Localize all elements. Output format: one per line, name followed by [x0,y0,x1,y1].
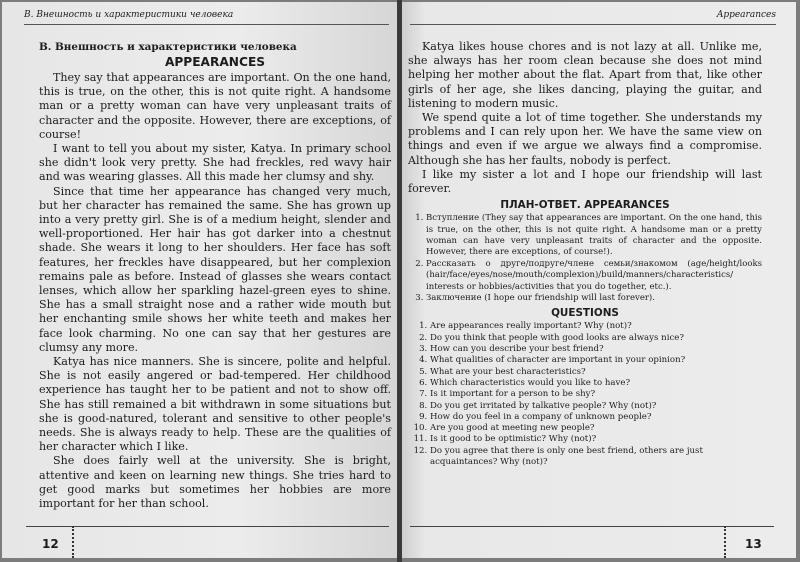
list-item: 6. Which characteristics would you like to have? [430,378,762,389]
list-item: 8. Do you get irritated by talkative people? Why (not)? [430,401,762,412]
paragraph: She does fairly well at the university. She is bright, attentive and keen on learning new things. She tries hard to get good marks but sometimes her hobbies are more important for her than school. [39,454,391,511]
page-number-right: 13 [745,537,762,551]
list-item: 2. Do you think that people with good looks are always nice? [430,333,762,344]
list-item: 1. Are appearances really important? Why (not)? [430,321,762,332]
page-edge-marker-left [72,526,74,558]
list-item: 4. What qualities of character are important in your opinion? [430,355,762,366]
footer-rule-right [410,526,774,527]
list-item: 3. Заключение (I hope our friendship will last forever). [426,293,762,304]
running-head-right: Appearances [410,10,776,25]
left-text-column [39,40,391,511]
text-title: APPEARANCES [164,55,266,69]
list-item: 2. Рассказать о друге/подруге/члене семьи/знакомом (age/height/looks (hair/face/eyes/nose/mouth/complexion)/build/manners/characteristics/ interests or hobbies/activities that you do together, etc.). [426,259,762,293]
paragraph: Katya likes house chores and is not lazy at all. Unlike me, she always has her room clean because she does not mind helping her mother about the flat. Apart from that, like other girls of her age, she likes dancing, playing the guitar, and listening to modern music. [408,40,762,110]
paragraph: We spend quite a lot of time together. She understands my problems and I can rely upon her. We have the same view on things and even if we argue we always find a compromise. Although she has her faults, nobody is perfect. [408,111,762,167]
footer-rule-left [26,526,389,527]
plan-list [408,213,762,304]
list-item: 1. Вступление (They say that appearances are important. On the one hand, this is true, on the other, this is not quite right. A handsome man or a pretty woman can have very unpleasant traits of character and the opposite. However, there are exceptions, of course!). [426,213,762,259]
list-item: 3. How can you describe your best friend? [430,344,762,355]
left-page [2,2,397,558]
list-item: 11. Is it good to be optimistic? Why (not)? [430,434,762,445]
page-edge-marker-right [724,526,726,558]
list-item: 9. How do you feel in a company of unknown people? [430,412,762,423]
questions-list [408,321,762,468]
paragraph: They say that appearances are important. On the one hand, this is true, on the other, this is not quite right. A handsome man or a pretty woman can have very unpleasant traits of character and the opposite. However, there are exceptions, of course! [39,71,391,141]
list-item: 12. Do you agree that there is only one best friend, others are just acquaintances? Why (not)? [430,446,762,469]
list-item: 7. Is it important for a person to be shy? [430,389,762,400]
right-text-column [408,40,762,468]
page-number-left: 12 [42,537,59,551]
right-page [402,2,796,558]
plan-title: ПЛАН-ОТВЕТ. APPEARANCES [500,199,670,212]
paragraph: Katya has nice manners. She is sincere, polite and helpful. She is not easily angered or bad-tempered. Her childhood experience has taught her to be patient and not to show off. She has still remained a bit withdrawn in some situations but she is good-natured, tolerant and sensitive to other people's needs. She is always ready to help. These are the qualities of her character which I like. [39,355,391,454]
paragraph: I like my sister a lot and I hope our friendship will last forever. [408,167,762,196]
paragraph: I want to tell you about my sister, Katya. In primary school she didn't look very pretty. She had freckles, red wavy hair and was wearing glasses. All this made her clumsy and shy. [39,142,391,184]
paragraph: Since that time her appearance has changed very much, but her character has remained the same. She has grown up into a very pretty girl. She is of a medium height, slender and well-proportioned. Her hair has got darker into a chestnut shade. She wears it long to her shoulders. Her face has soft features, her freckles have disappeared, but her complexion remains pale as before. Instead of glasses she wears contact lenses, which allow her sparkling hazel-green eyes to shine. She has a small straight nose and a rather wide mouth but her enchanting smile shows her white teeth and makes her face look charming. No one can say that her gestures are clumsy any more. [39,184,391,354]
list-item: 10. Are you good at meeting new people? [430,423,762,434]
section-heading: B. Внешность и характеристики человека [39,41,297,53]
running-head-left: B. Внешность и характеристики человека [24,10,389,25]
list-item: 5. What are your best characteristics? [430,367,762,378]
questions-title: QUESTIONS [551,307,619,320]
